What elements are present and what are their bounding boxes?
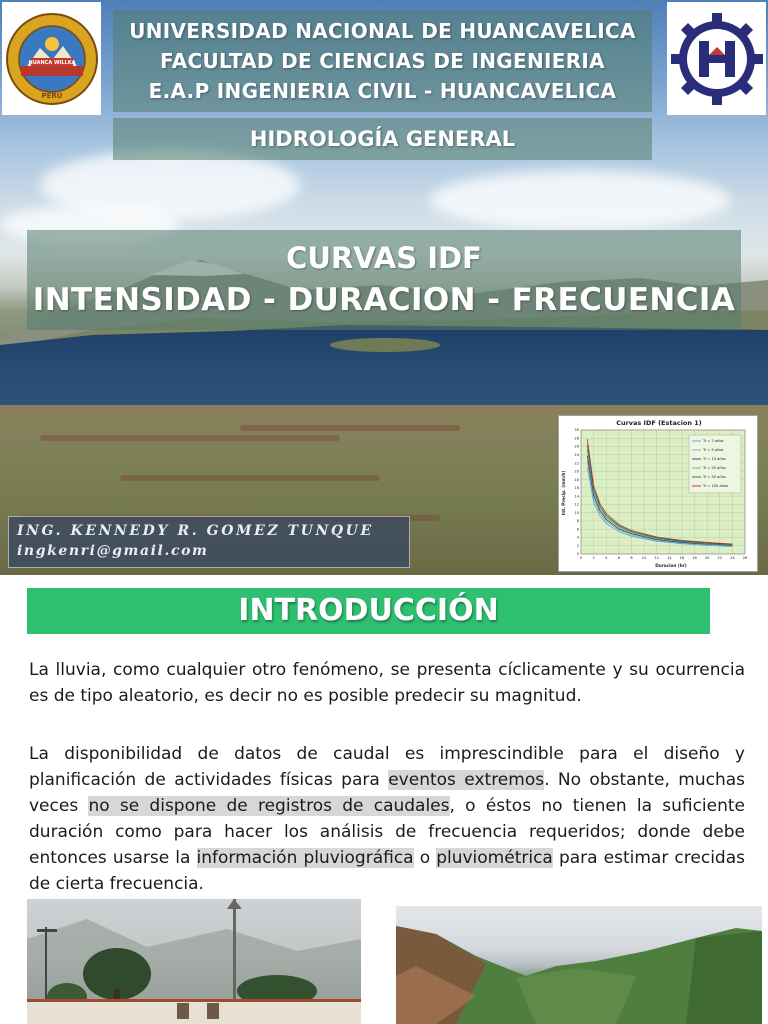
highlight-pluviometrica: pluviométrica bbox=[436, 848, 553, 868]
x-tick-label: 6 bbox=[617, 556, 620, 560]
course-title: HIDROLOGÍA GENERAL bbox=[113, 118, 652, 160]
y-tick-label: 28 bbox=[574, 436, 579, 441]
chart-ylabel: Int. Precip. (mm/h) bbox=[561, 470, 566, 516]
y-tick-label: 20 bbox=[574, 469, 579, 474]
highlight-no-registros: no se dispone de registros de caudales bbox=[88, 796, 450, 816]
slide-title-line2: INTENSIDAD - DURACION - FRECUENCIA bbox=[32, 282, 736, 318]
para2-text: La disponibilidad de datos de caudal es imprescindible para el diseño y planificación de actividades físicas para bbox=[29, 744, 745, 790]
x-tick-label: 16 bbox=[679, 556, 685, 560]
university-header bbox=[113, 10, 652, 112]
chart-xlabel: Duracion (hr) bbox=[655, 563, 687, 568]
chart-title: Curvas IDF (Estacion 1) bbox=[616, 419, 702, 427]
legend-label: Tr = 50 años bbox=[703, 475, 726, 479]
y-tick-label: 10 bbox=[574, 510, 579, 515]
x-tick-label: 18 bbox=[692, 556, 697, 560]
para2-text: , o éstos no tienen la suficiente duración como para hacer los análisis de frecuencia requeridos; donde debe entonces usarse la bbox=[29, 796, 746, 868]
slide-title bbox=[27, 230, 741, 330]
island bbox=[330, 338, 440, 352]
author-name: ING. KENNEDY R. GOMEZ TUNQUE bbox=[17, 523, 374, 539]
y-tick-label: 22 bbox=[574, 461, 579, 466]
para2-text: . No obstante, muchas veces bbox=[29, 770, 746, 816]
slide-title-line1: CURVAS IDF bbox=[286, 241, 482, 275]
svg-text:PERÚ: PERÚ bbox=[41, 91, 62, 100]
idf-chart-svg bbox=[559, 416, 757, 571]
x-tick-label: 22 bbox=[717, 556, 723, 560]
university-seal-logo bbox=[2, 2, 101, 115]
y-tick-label: 2 bbox=[576, 543, 579, 548]
y-tick-label: 18 bbox=[574, 477, 579, 482]
x-tick-label: 4 bbox=[605, 556, 608, 560]
y-tick-label: 6 bbox=[576, 527, 579, 532]
legend-label: Tr = 100 años bbox=[703, 484, 728, 488]
y-tick-label: 30 bbox=[574, 428, 579, 433]
y-tick-label: 12 bbox=[574, 502, 579, 507]
x-tick-label: 0 bbox=[579, 556, 583, 560]
y-tick-label: 14 bbox=[574, 494, 579, 499]
author-card bbox=[8, 516, 410, 568]
x-tick-label: 10 bbox=[641, 556, 647, 560]
x-tick-label: 2 bbox=[592, 556, 595, 560]
town-plaza-photo bbox=[27, 899, 361, 1024]
intro-paragraph-2 bbox=[29, 741, 745, 897]
y-tick-label: 8 bbox=[576, 519, 579, 524]
faculty-name: FACULTAD DE CIENCIAS DE INGENIERIA bbox=[160, 49, 605, 73]
y-tick-label: 4 bbox=[576, 535, 579, 540]
idf-chart bbox=[558, 415, 758, 572]
intro-paragraph-1: La lluvia, como cualquier otro fenómeno, se presenta cíclicamente y su ocurrencia es de tipo aleatorio, es decir no es posible predecir su magnitud. bbox=[29, 660, 745, 706]
valley-photo bbox=[396, 906, 762, 1024]
x-tick-label: 26 bbox=[742, 556, 748, 560]
legend-label: Tr = 25 años bbox=[703, 466, 726, 470]
para2-text: para estimar crecidas de cierta frecuencia. bbox=[29, 848, 745, 894]
university-name: UNIVERSIDAD NACIONAL DE HUANCAVELICA bbox=[129, 19, 636, 43]
y-tick-label: 16 bbox=[574, 486, 579, 491]
introduction-heading: INTRODUCCIÓN bbox=[27, 588, 710, 634]
y-tick-label: 26 bbox=[574, 444, 579, 449]
highlight-eventos-extremos: eventos extremos bbox=[388, 770, 545, 790]
x-tick-label: 12 bbox=[654, 556, 659, 560]
para2-text: o bbox=[413, 848, 437, 868]
svg-text:HUANCA WILLKA: HUANCA WILLKA bbox=[28, 59, 75, 66]
legend-label: Tr = 10 años bbox=[703, 457, 726, 461]
x-tick-label: 14 bbox=[667, 556, 672, 560]
y-tick-label: 24 bbox=[574, 453, 579, 457]
faculty-gear-logo bbox=[667, 2, 766, 115]
legend-label: Tr = 2 años bbox=[703, 439, 724, 443]
x-tick-label: 20 bbox=[704, 556, 710, 560]
sky-cloud bbox=[430, 170, 730, 230]
legend-label: Tr = 5 años bbox=[703, 448, 724, 452]
highlight-pluviografica: información pluviográfica bbox=[196, 848, 414, 868]
x-tick-label: 24 bbox=[730, 556, 735, 560]
school-name: E.A.P INGENIERIA CIVIL - HUANCAVELICA bbox=[148, 79, 617, 103]
x-tick-label: 8 bbox=[630, 556, 633, 560]
author-email: ingkenri@gmail.com bbox=[17, 543, 209, 559]
y-tick-label: 0 bbox=[576, 552, 579, 557]
